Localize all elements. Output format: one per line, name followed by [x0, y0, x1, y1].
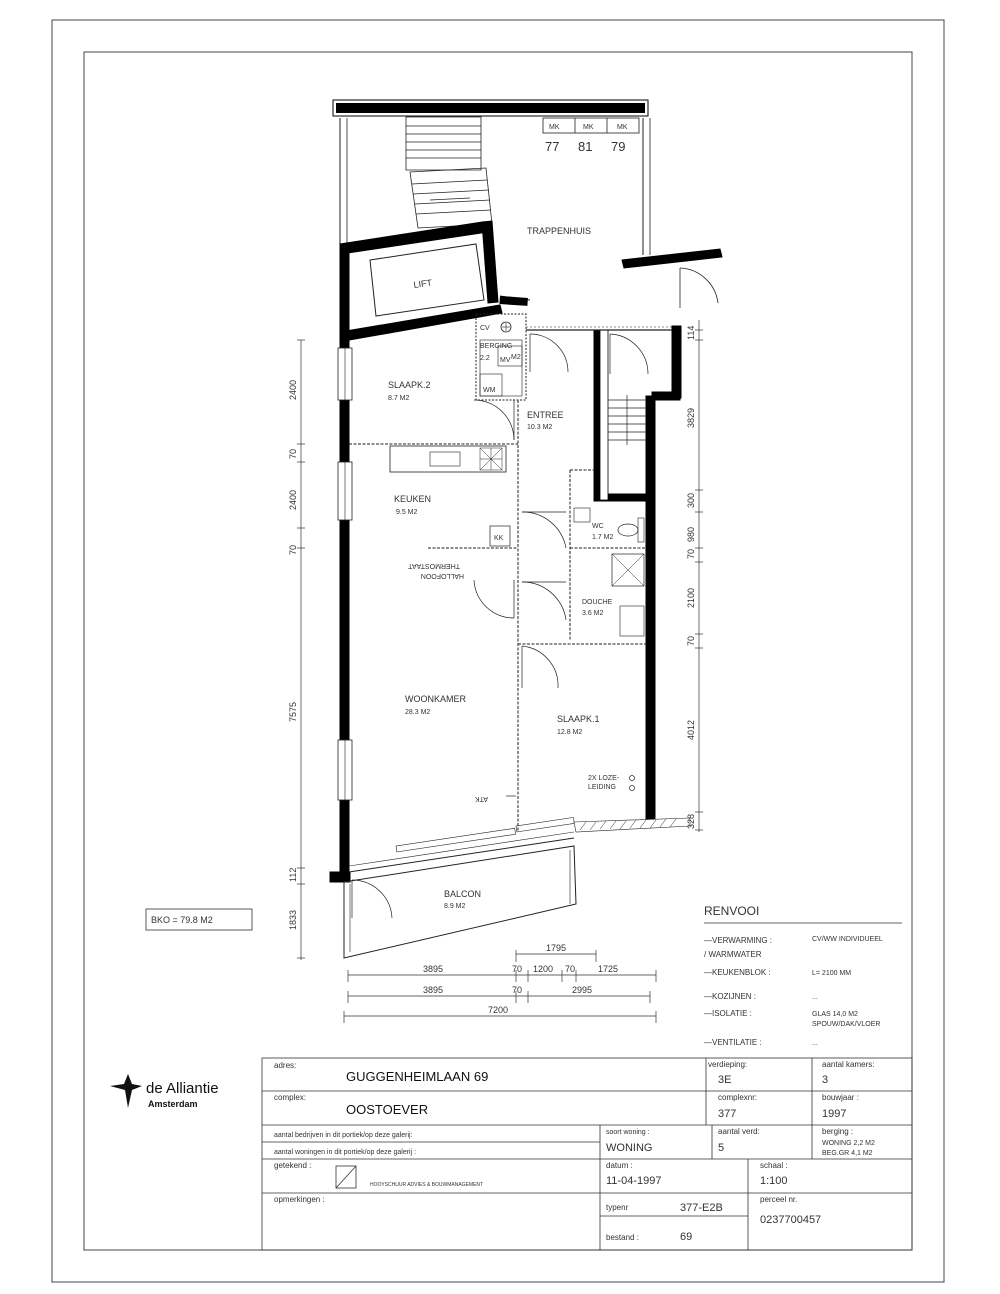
label-wm: WM [483, 387, 496, 394]
meter-labels [545, 124, 628, 154]
draughtsman-stamp-icon [336, 1166, 356, 1188]
tb-kamers: 3 [822, 1074, 829, 1086]
dim-bottom-r2-0: 3895 [423, 985, 444, 995]
tb-datum: 11-04-1997 [606, 1175, 662, 1187]
meter-number-1: 77 [545, 139, 560, 154]
logo [110, 1074, 219, 1109]
tb-soort-label: soort woning : [606, 1129, 650, 1136]
tb-complex: OOSTOEVER [346, 1102, 429, 1117]
tb-verd-label: aantal verd: [718, 1127, 760, 1136]
renvooi-value-isolatie-2: SPOUW/DAK/VLOER [812, 1021, 881, 1028]
dim-left-4: 7575 [288, 701, 298, 722]
bko-value: BKO = 79.8 M2 [151, 915, 213, 925]
room-balcon: BALCON [444, 889, 482, 899]
room-douche-area: 3.6 M2 [582, 610, 604, 617]
logo-name: de Alliantie [146, 1080, 219, 1097]
meter-number-3: 79 [611, 139, 626, 154]
dim-right-3: 980 [686, 526, 696, 542]
renvooi-value-kozijnen: ... [812, 994, 818, 1001]
room-slaapk1-area: 12.8 M2 [557, 729, 583, 736]
tb-getekend: HOOYSCHUUR ADVIES & BOUWMANAGEMENT [370, 1182, 484, 1188]
renvooi-value-isolatie: GLAS 14,0 M2 [812, 1011, 858, 1018]
tb-kamers-label: aantal kamers: [822, 1060, 875, 1069]
dim-right-0: 114 [686, 325, 696, 340]
dimensions-left [297, 340, 305, 960]
label-thermostaat: THERMOSTAAT [408, 562, 460, 569]
tb-adres: GUGGENHEIMLAAN 69 [346, 1069, 489, 1084]
renvooi-value-ventilatie: ... [812, 1040, 818, 1047]
room-lift: LIFT [412, 277, 433, 290]
dim-bottom-r1-3: 70 [565, 964, 576, 974]
tb-adres-label: adres: [274, 1061, 297, 1070]
dim-bottom-r1-2: 1200 [533, 964, 554, 974]
dim-left-0: 2400 [288, 379, 298, 400]
dim-left-3: 70 [288, 544, 298, 555]
label-berging-m2: M2 [511, 354, 521, 361]
label-atk: ATK [474, 795, 488, 802]
label-hallofoon: HALLOFOON [420, 572, 464, 579]
dim-left-5: 112 [288, 867, 298, 882]
renvooi-value-verwarming: CV/WW INDIVIDUEEL [812, 936, 883, 943]
room-labels [388, 226, 620, 910]
tb-berging-label: berging : [822, 1127, 854, 1136]
logo-city: Amsterdam [148, 1099, 198, 1109]
floor-plan [330, 100, 722, 958]
dimensions-right [695, 320, 703, 832]
room-balcon-area: 8.9 M2 [444, 903, 466, 910]
label-mv: MV [500, 357, 511, 364]
title-block [274, 1060, 875, 1243]
tb-datum-label: datum : [606, 1161, 633, 1170]
tb-bestand-label: bestand : [606, 1233, 639, 1242]
tb-perceel-label: perceel nr. [760, 1195, 798, 1204]
dim-left-6: 1833 [288, 909, 298, 930]
renvooi-label-isolatie: —ISOLATIE : [704, 1009, 752, 1018]
room-woonkamer: WOONKAMER [405, 694, 467, 704]
dim-bottom-r1-1: 70 [512, 964, 523, 974]
meter-number-2: 81 [578, 139, 593, 154]
dim-right-7: 4012 [686, 719, 696, 740]
room-berging: BERGING [480, 343, 513, 350]
dim-bottom-top: 1795 [546, 943, 567, 953]
tb-verdieping-label: verdieping: [708, 1060, 748, 1069]
tb-schaal-label: schaal : [760, 1161, 788, 1170]
room-trappenhuis: TRAPPENHUIS [527, 226, 592, 236]
dim-right-5: 2100 [686, 587, 696, 608]
sheet-inner-border [84, 52, 912, 1250]
renvooi-title: RENVOOI [704, 904, 760, 918]
meter-mk-1: MK [549, 124, 560, 131]
dimension-labels-left [288, 380, 298, 930]
tb-schaal: 1:100 [760, 1175, 788, 1187]
meter-mk-2: MK [583, 124, 594, 131]
room-keuken-area: 9.5 M2 [396, 509, 418, 516]
label-cv: CV [480, 325, 490, 332]
room-wc-area: 1.7 M2 [592, 534, 614, 541]
alliantie-star-icon [110, 1074, 142, 1108]
tb-complex-label: complex: [274, 1093, 307, 1102]
renvooi-value-keukenblok: L= 2100 MM [812, 970, 852, 977]
room-entree: ENTREE [527, 410, 564, 420]
dim-right-8: 328 [686, 813, 696, 829]
tb-bedrijven-label: aantal bedrijven in dit portiek/op deze galerij: [274, 1132, 413, 1139]
room-keuken: KEUKEN [394, 494, 432, 504]
room-slaapk1: SLAAPK.1 [557, 714, 600, 724]
dim-right-2: 300 [686, 492, 696, 508]
meter-mk-3: MK [617, 124, 628, 131]
room-entree-area: 10.3 M2 [527, 424, 553, 431]
dim-bottom-r2-2: 2995 [572, 985, 593, 995]
dim-left-1: 70 [288, 448, 298, 459]
tb-complexnr: 377 [718, 1108, 737, 1120]
tb-woningen-label: aantal woningen in dit portiek/op deze galerij : [274, 1149, 417, 1156]
renvooi-label-warmwater: / WARMWATER [704, 950, 762, 959]
tb-verdieping: 3E [718, 1074, 732, 1086]
tb-opmerkingen-label: opmerkingen : [274, 1195, 325, 1204]
renvooi-legend [704, 904, 902, 1047]
tb-soort: WONING [606, 1142, 653, 1154]
label-loze-2: LEIDING [588, 784, 617, 791]
tb-typenr: 377-E2B [680, 1202, 723, 1214]
dim-left-2: 2400 [288, 489, 298, 510]
tb-berging-2: BEG.GR 4,1 M2 [822, 1150, 873, 1157]
dim-right-6: 70 [686, 635, 696, 646]
room-douche: DOUCHE [582, 599, 613, 606]
tb-getekend-label: getekend : [274, 1161, 312, 1170]
label-loze-1: 2X LOZE- [588, 775, 620, 782]
dimension-labels-right [686, 326, 696, 829]
label-kk: KK [494, 535, 504, 542]
tb-bouwjaar: 1997 [822, 1108, 847, 1120]
dim-bottom-r1-0: 3895 [423, 964, 444, 974]
renvooi-label-ventilatie: —VENTILATIE : [704, 1038, 762, 1047]
renvooi-label-kozijnen: —KOZIJNEN : [704, 992, 757, 1001]
tb-complexnr-label: complexnr: [718, 1093, 758, 1102]
tb-berging-1: WONING 2,2 M2 [822, 1140, 875, 1147]
dim-bottom-r2-1: 70 [512, 985, 523, 995]
tb-typenr-label: typenr [606, 1203, 629, 1212]
tb-verd: 5 [718, 1142, 725, 1154]
upper-stairs [406, 117, 492, 228]
room-slaapk2: SLAAPK.2 [388, 380, 431, 390]
room-woonkamer-area: 28.3 M2 [405, 709, 431, 716]
tb-bouwjaar-label: bouwjaar : [822, 1093, 859, 1102]
room-berging-area: 2.2 [480, 355, 490, 362]
tb-bestand: 69 [680, 1231, 693, 1243]
dim-right-4: 70 [686, 548, 696, 559]
dim-right-1: 3829 [686, 407, 696, 428]
dim-bottom-total: 7200 [488, 1005, 509, 1015]
renvooi-label-keukenblok: —KEUKENBLOK : [704, 968, 771, 977]
tb-perceel: 0237700457 [760, 1214, 822, 1226]
renvooi-label-verwarming: —VERWARMING : [704, 936, 773, 945]
room-wc: WC [592, 523, 604, 530]
room-slaapk2-area: 8.7 M2 [388, 395, 410, 402]
dim-bottom-r1-4: 1725 [598, 964, 619, 974]
